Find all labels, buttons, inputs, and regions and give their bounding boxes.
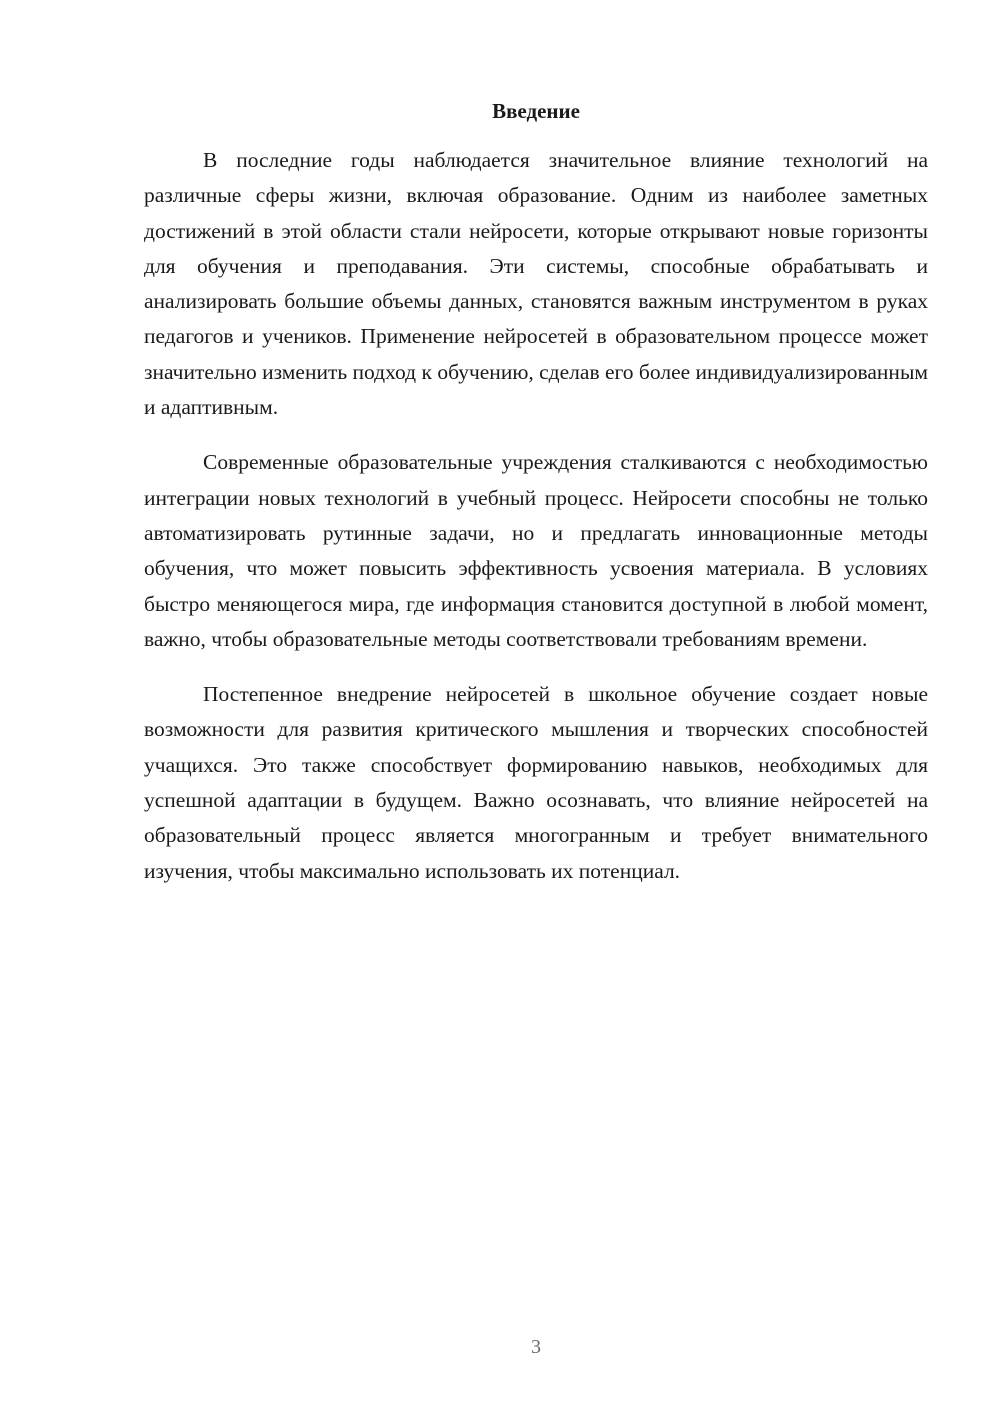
paragraph-2: Современные образовательные учреждения сталкиваются с необходимостью интеграции новых технологий в учебный процесс. Нейросети способны не только автоматизировать рутинные задачи, но и предлагать инновационные методы обучения, что может повысить эффективность усвоения материала. В условиях быстро меняющегося мира, где информация становится доступной в любой момент, важно, чтобы образовательные методы соответствовали требованиям времени. [144, 450, 928, 651]
section-heading: Введение [492, 99, 580, 123]
body-text [144, 143, 928, 889]
paragraph-1: В последние годы наблюдается значительное влияние технологий на различные сферы жизни, включая образование. Одним из наиболее заметных достижений в этой области стали нейросети, которые открывают новые горизонты для обучения и преподавания. Эти системы, способные обрабатывать и анализировать большие объемы данных, становятся важным инструментом в руках педагогов и учеников. Применение нейросетей в образовательном процессе может значительно изменить подход к обучению, сделав его более индивидуализированным и адаптивным. [144, 148, 928, 420]
page-number: 3 [531, 1336, 541, 1358]
paragraph-3: Постепенное внедрение нейросетей в школьное обучение создает новые возможности для развития критического мышления и творческих способностей учащихся. Это также способствует формированию навыков, необходимых для успешной адаптации в будущем. Важно осознавать, что влияние нейросетей на образовательный процесс является многогранным и требует внимательного изучения, чтобы максимально использовать их потенциал. [144, 682, 928, 883]
